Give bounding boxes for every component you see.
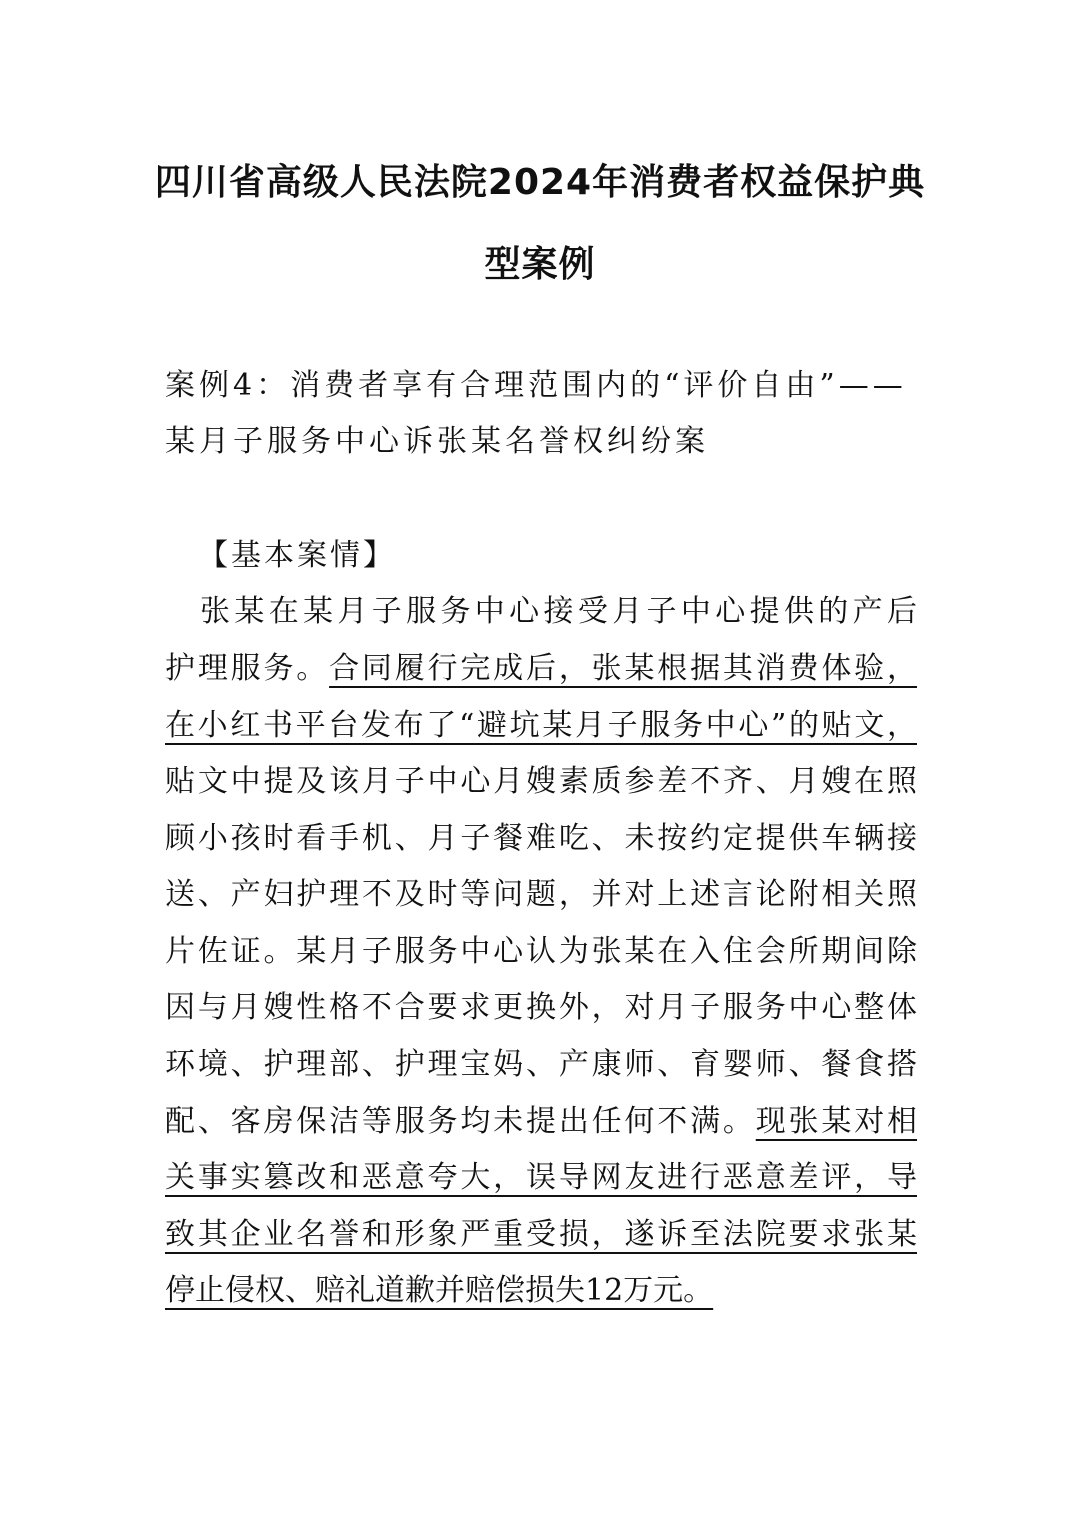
case-heading-line-2: 某月子服务中心诉张某名誉权纠纷案: [165, 424, 709, 459]
document-title-line-1: 四川省高级人民法院2024年消费者权益保护典: [154, 162, 926, 203]
body-paragraph-line: 环境、护理部、护理宝妈、产康师、育婴师、餐食搭: [165, 1047, 917, 1082]
body-text: 配、客房保洁等服务均未提出任何不满。: [165, 1104, 756, 1139]
body-paragraph-line: 因与月嫂性格不合要求更换外，对月子服务中心整体: [165, 990, 917, 1025]
body-paragraph-line: [165, 1263, 713, 1319]
body-paragraph-line: 顾小孩时看手机、月子餐难吃、未按约定提供车辆接: [165, 821, 917, 856]
body-paragraph-line: 张某在某月子服务中心接受月子中心提供的产后: [200, 594, 917, 629]
underlined-text: 合同履行完成后，张某根据其消费体验，: [329, 651, 918, 686]
body-paragraph-line: 送、产妇护理不及时等问题，并对上述言论附相关照: [165, 877, 917, 912]
case-heading-line-1: 案例4：消费者享有合理范围内的“评价自由”——: [165, 368, 907, 403]
underlined-text: 现张某对相: [755, 1104, 918, 1139]
body-paragraph-line: [165, 698, 917, 754]
underlined-text: 停止侵权、赔礼道歉并赔偿损失12万元。: [165, 1273, 714, 1308]
body-paragraph-line: [165, 1207, 917, 1263]
underlined-text: 在小红书平台发布了“避坑某月子服务中心”的贴文，: [165, 708, 917, 743]
body-paragraph-line: 片佐证。某月子服务中心认为张某在入住会所期间除: [165, 934, 917, 969]
body-paragraph-line: [165, 1150, 917, 1206]
underlined-text: 致其企业名誉和形象严重受损，遂诉至法院要求张某: [165, 1217, 917, 1252]
body-paragraph-line: 贴文中提及该月子中心月嫂素质参差不齐、月嫂在照: [165, 764, 917, 799]
body-paragraph-line: [165, 1094, 917, 1150]
document-title-line-2: 型案例: [484, 244, 596, 285]
body-paragraph-line: [165, 641, 917, 697]
underlined-text: 关事实篡改和恶意夸大，误导网友进行恶意差评，导: [165, 1160, 917, 1195]
body-text: 护理服务。: [165, 651, 330, 686]
section-label-basic-facts: 【基本案情】: [198, 538, 396, 573]
